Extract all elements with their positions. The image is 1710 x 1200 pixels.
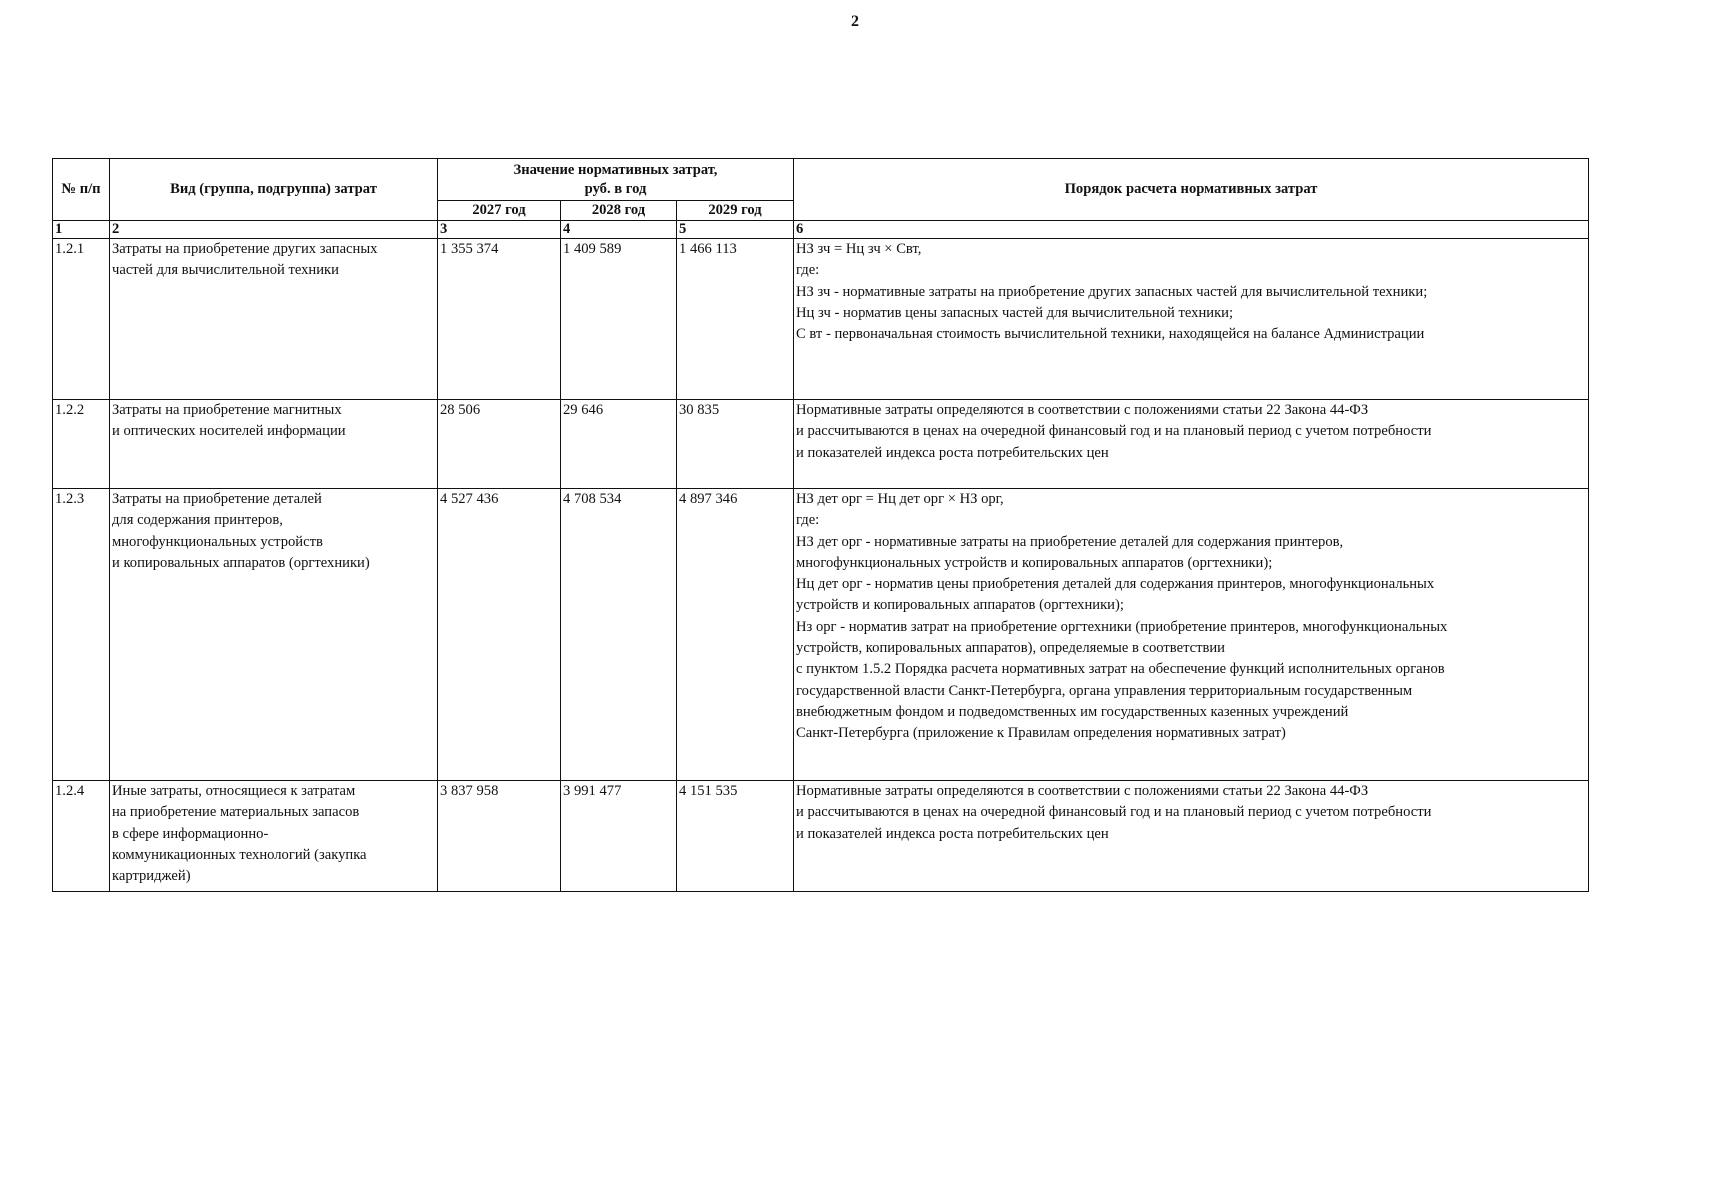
- row-num: 1.2.1: [53, 239, 110, 400]
- cost-name-line: для содержания принтеров,: [112, 512, 283, 529]
- procedure-line: многофункциональных устройств и копировальных аппаратов (оргтехники);: [796, 554, 1273, 571]
- header-values-line-2: руб. в год: [584, 180, 647, 197]
- value-2029: 1 466 113: [677, 239, 794, 400]
- procedure-line: и показателей индекса роста потребительских цен: [796, 444, 1109, 461]
- column-number: 3: [438, 221, 561, 239]
- procedure-line: где:: [796, 262, 820, 279]
- cost-name-line: многофункциональных устройств: [112, 533, 323, 550]
- cost-name-line: на приобретение материальных запасов: [112, 804, 360, 821]
- procedure-line: и показателей индекса роста потребительских цен: [796, 825, 1109, 842]
- row-cost-name: [110, 781, 438, 892]
- table-row: [53, 400, 1589, 489]
- value-2029: 30 835: [677, 400, 794, 489]
- value-2027: 3 837 958: [438, 781, 561, 892]
- column-number: 2: [110, 221, 438, 239]
- procedure-line: Нц дет орг - норматив цены приобретения деталей для содержания принтеров, многофункциональных: [796, 576, 1435, 593]
- row-num: 1.2.3: [53, 489, 110, 781]
- procedure-line: с пунктом 1.5.2 Порядка расчета нормативных затрат на обеспечение функций исполнительных органов: [796, 661, 1445, 678]
- header-year-2028: 2028 год: [561, 201, 677, 221]
- value-2029: 4 897 346: [677, 489, 794, 781]
- column-number: 1: [53, 221, 110, 239]
- value-2028: 1 409 589: [561, 239, 677, 400]
- value-2027: 4 527 436: [438, 489, 561, 781]
- cost-name-line: и копировальных аппаратов (оргтехники): [112, 554, 370, 571]
- table-row: [53, 781, 1589, 892]
- cost-name-line: картриджей): [112, 868, 191, 885]
- header-cost-type: Вид (группа, подгруппа) затрат: [110, 159, 438, 221]
- procedure-line: С вт - первоначальная стоимость вычислительной техники, находящейся на балансе Администрации: [796, 326, 1425, 343]
- normative-costs-table: [52, 158, 1589, 892]
- column-number: 6: [794, 221, 1589, 239]
- header-num: № п/п: [53, 159, 110, 221]
- row-cost-name: [110, 489, 438, 781]
- procedure-line: НЗ зч = Нц зч × Свт,: [796, 241, 922, 257]
- table-row: [53, 489, 1589, 781]
- cost-name-line: коммуникационных технологий (закупка: [112, 846, 367, 863]
- procedure-line: НЗ дет орг = Нц дет орг × НЗ орг,: [796, 491, 1004, 507]
- procedure-line: и рассчитываются в ценах на очередной финансовый год и на плановый период с учетом потребности: [796, 804, 1432, 821]
- value-2027: 1 355 374: [438, 239, 561, 400]
- cost-name-line: Затраты на приобретение деталей: [112, 491, 322, 507]
- header-values-line-1: Значение нормативных затрат,: [513, 161, 718, 178]
- cost-name-line: в сфере информационно-: [112, 825, 269, 842]
- row-cost-name: [110, 239, 438, 400]
- row-num: 1.2.4: [53, 781, 110, 892]
- procedure-line: внебюджетным фондом и подведомственных им государственных казенных учреждений: [796, 703, 1349, 720]
- cost-name-line: Иные затраты, относящиеся к затратам: [112, 783, 356, 799]
- row-procedure: [794, 489, 1589, 781]
- page-number: 2: [851, 13, 859, 30]
- cost-name-line: и оптических носителей информации: [112, 423, 346, 440]
- header-year-2027: 2027 год: [438, 201, 561, 221]
- procedure-line: Нормативные затраты определяются в соответствии с положениями статьи 22 Закона 44-ФЗ: [796, 783, 1369, 799]
- table-row: [53, 239, 1589, 400]
- procedure-line: Нц зч - норматив цены запасных частей для вычислительной техники;: [796, 304, 1234, 321]
- row-procedure: [794, 400, 1589, 489]
- cost-name-line: частей для вычислительной техники: [112, 262, 339, 279]
- procedure-line: и рассчитываются в ценах на очередной финансовый год и на плановый период с учетом потребности: [796, 423, 1432, 440]
- value-2027: 28 506: [438, 400, 561, 489]
- procedure-line: НЗ дет орг - нормативные затраты на приобретение деталей для содержания принтеров,: [796, 533, 1344, 550]
- procedure-line: Нормативные затраты определяются в соответствии с положениями статьи 22 Закона 44-ФЗ: [796, 402, 1369, 418]
- header-values-group: [438, 159, 794, 201]
- value-2028: 3 991 477: [561, 781, 677, 892]
- header-procedure: Порядок расчета нормативных затрат: [794, 159, 1589, 221]
- procedure-line: Санкт-Петербурга (приложение к Правилам определения нормативных затрат): [796, 725, 1286, 742]
- row-procedure: [794, 781, 1589, 892]
- row-cost-name: [110, 400, 438, 489]
- cost-name-line: Затраты на приобретение других запасных: [112, 241, 378, 257]
- procedure-line: государственной власти Санкт-Петербурга, органа управления территориальным государственным: [796, 682, 1413, 699]
- column-number: 5: [677, 221, 794, 239]
- value-2028: 29 646: [561, 400, 677, 489]
- value-2029: 4 151 535: [677, 781, 794, 892]
- procedure-line: устройств и копировальных аппаратов (оргтехники);: [796, 597, 1124, 614]
- row-procedure: [794, 239, 1589, 400]
- header-year-2029: 2029 год: [677, 201, 794, 221]
- procedure-line: Нз орг - норматив затрат на приобретение оргтехники (приобретение принтеров, многофункциональных: [796, 618, 1448, 635]
- procedure-line: где:: [796, 512, 820, 529]
- column-number: 4: [561, 221, 677, 239]
- value-2028: 4 708 534: [561, 489, 677, 781]
- column-number-row: [53, 221, 1589, 239]
- cost-name-line: Затраты на приобретение магнитных: [112, 402, 342, 418]
- row-num: 1.2.2: [53, 400, 110, 489]
- procedure-line: устройств, копировальных аппаратов), определяемые в соответствии: [796, 640, 1225, 657]
- procedure-line: НЗ зч - нормативные затраты на приобретение других запасных частей для вычислительной техники;: [796, 283, 1428, 300]
